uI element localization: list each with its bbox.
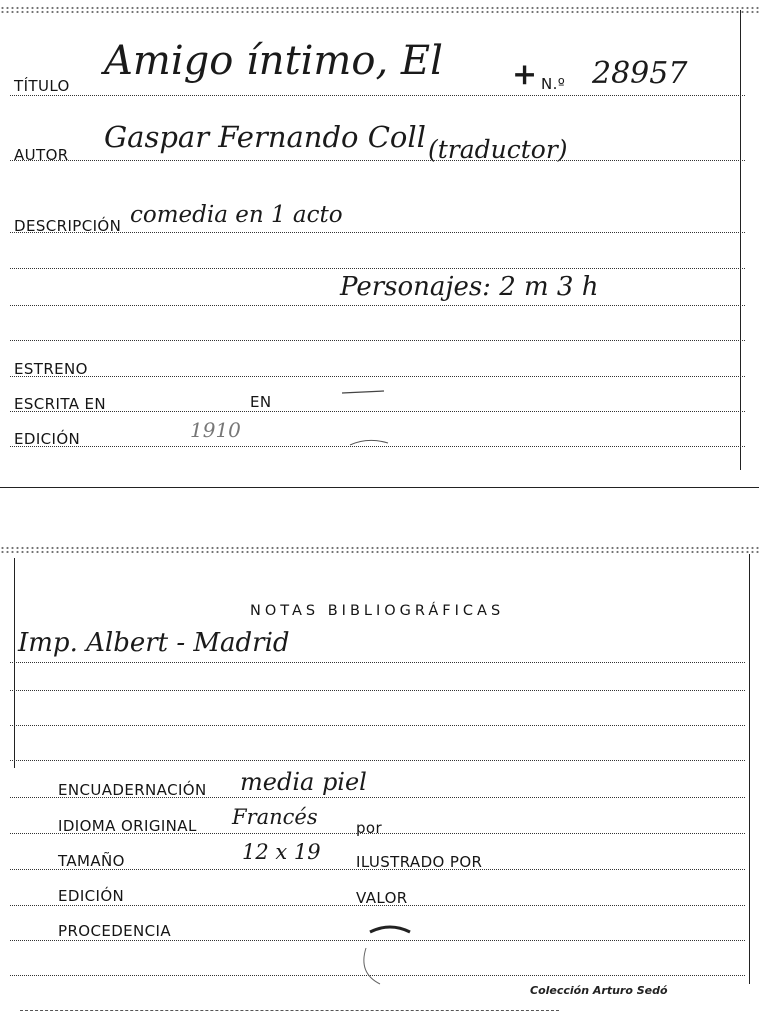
catalog-card-top bbox=[0, 0, 759, 500]
rule-personajes bbox=[10, 305, 745, 306]
ink-smudge bbox=[340, 385, 400, 460]
rule-note bbox=[10, 662, 745, 663]
rule-blank-5 bbox=[10, 760, 745, 761]
card-bottom-edge bbox=[0, 487, 759, 488]
rule-titulo bbox=[10, 95, 745, 96]
encuadernacion-value: media piel bbox=[240, 768, 367, 796]
numero-value: 28957 bbox=[592, 56, 688, 91]
cross-mark: + bbox=[512, 57, 538, 92]
autor-value: Gaspar Fernando Coll bbox=[104, 120, 426, 154]
titulo-label: TÍTULO bbox=[14, 77, 70, 95]
descripcion-value: comedia en 1 acto bbox=[130, 202, 343, 228]
valor-label: VALOR bbox=[356, 889, 408, 907]
personajes-value: Personajes: 2 m 3 h bbox=[340, 272, 599, 302]
collection-footer: Colección Arturo Sedó bbox=[530, 984, 668, 997]
rule-estreno bbox=[10, 376, 745, 377]
procedencia-label: PROCEDENCIA bbox=[58, 922, 172, 940]
rule-autor bbox=[10, 160, 745, 161]
tamano-value: 12 x 19 bbox=[242, 840, 321, 864]
torn-edge-bottom-card bbox=[0, 546, 759, 553]
notas-note: Imp. Albert - Madrid bbox=[18, 628, 290, 658]
idioma-value: Francés bbox=[232, 805, 318, 829]
rule-blank-2 bbox=[10, 340, 745, 341]
rule-bottom-edge bbox=[20, 1010, 559, 1011]
rule-blank-4 bbox=[10, 725, 745, 726]
rule-blank-1 bbox=[10, 268, 745, 269]
escrita-label: ESCRITA EN bbox=[14, 395, 107, 413]
edicion-label-top: EDICIÓN bbox=[14, 430, 81, 448]
autor-label: AUTOR bbox=[14, 146, 69, 164]
idioma-label: IDIOMA ORIGINAL bbox=[58, 817, 197, 835]
catalog-card-bottom bbox=[0, 540, 759, 1028]
ink-smudge-bottom bbox=[352, 918, 422, 988]
autor-note: (traductor) bbox=[428, 135, 568, 164]
card-right-border-bottom bbox=[749, 554, 750, 984]
card-left-border bbox=[14, 558, 15, 768]
torn-edge-top bbox=[0, 6, 759, 13]
ilustrado-label: ILUSTRADO POR bbox=[356, 853, 483, 871]
edicion-value-top: 1910 bbox=[190, 418, 241, 442]
titulo-value: Amigo íntimo, El bbox=[104, 38, 443, 84]
numero-label: N.º bbox=[541, 75, 566, 93]
card-right-border bbox=[740, 10, 741, 470]
estreno-label: ESTRENO bbox=[14, 360, 88, 378]
encuadernacion-label: ENCUADERNACIÓN bbox=[58, 781, 207, 799]
notas-title: NOTAS BIBLIOGRÁFICAS bbox=[250, 603, 505, 619]
rule-blank-3 bbox=[10, 690, 745, 691]
por-label: por bbox=[356, 819, 383, 837]
escrita-en-label: EN bbox=[250, 393, 272, 411]
tamano-label: TAMAÑO bbox=[58, 852, 125, 870]
descripcion-label: DESCRIPCIÓN bbox=[14, 217, 122, 235]
edicion-label-bottom: EDICIÓN bbox=[58, 887, 125, 905]
